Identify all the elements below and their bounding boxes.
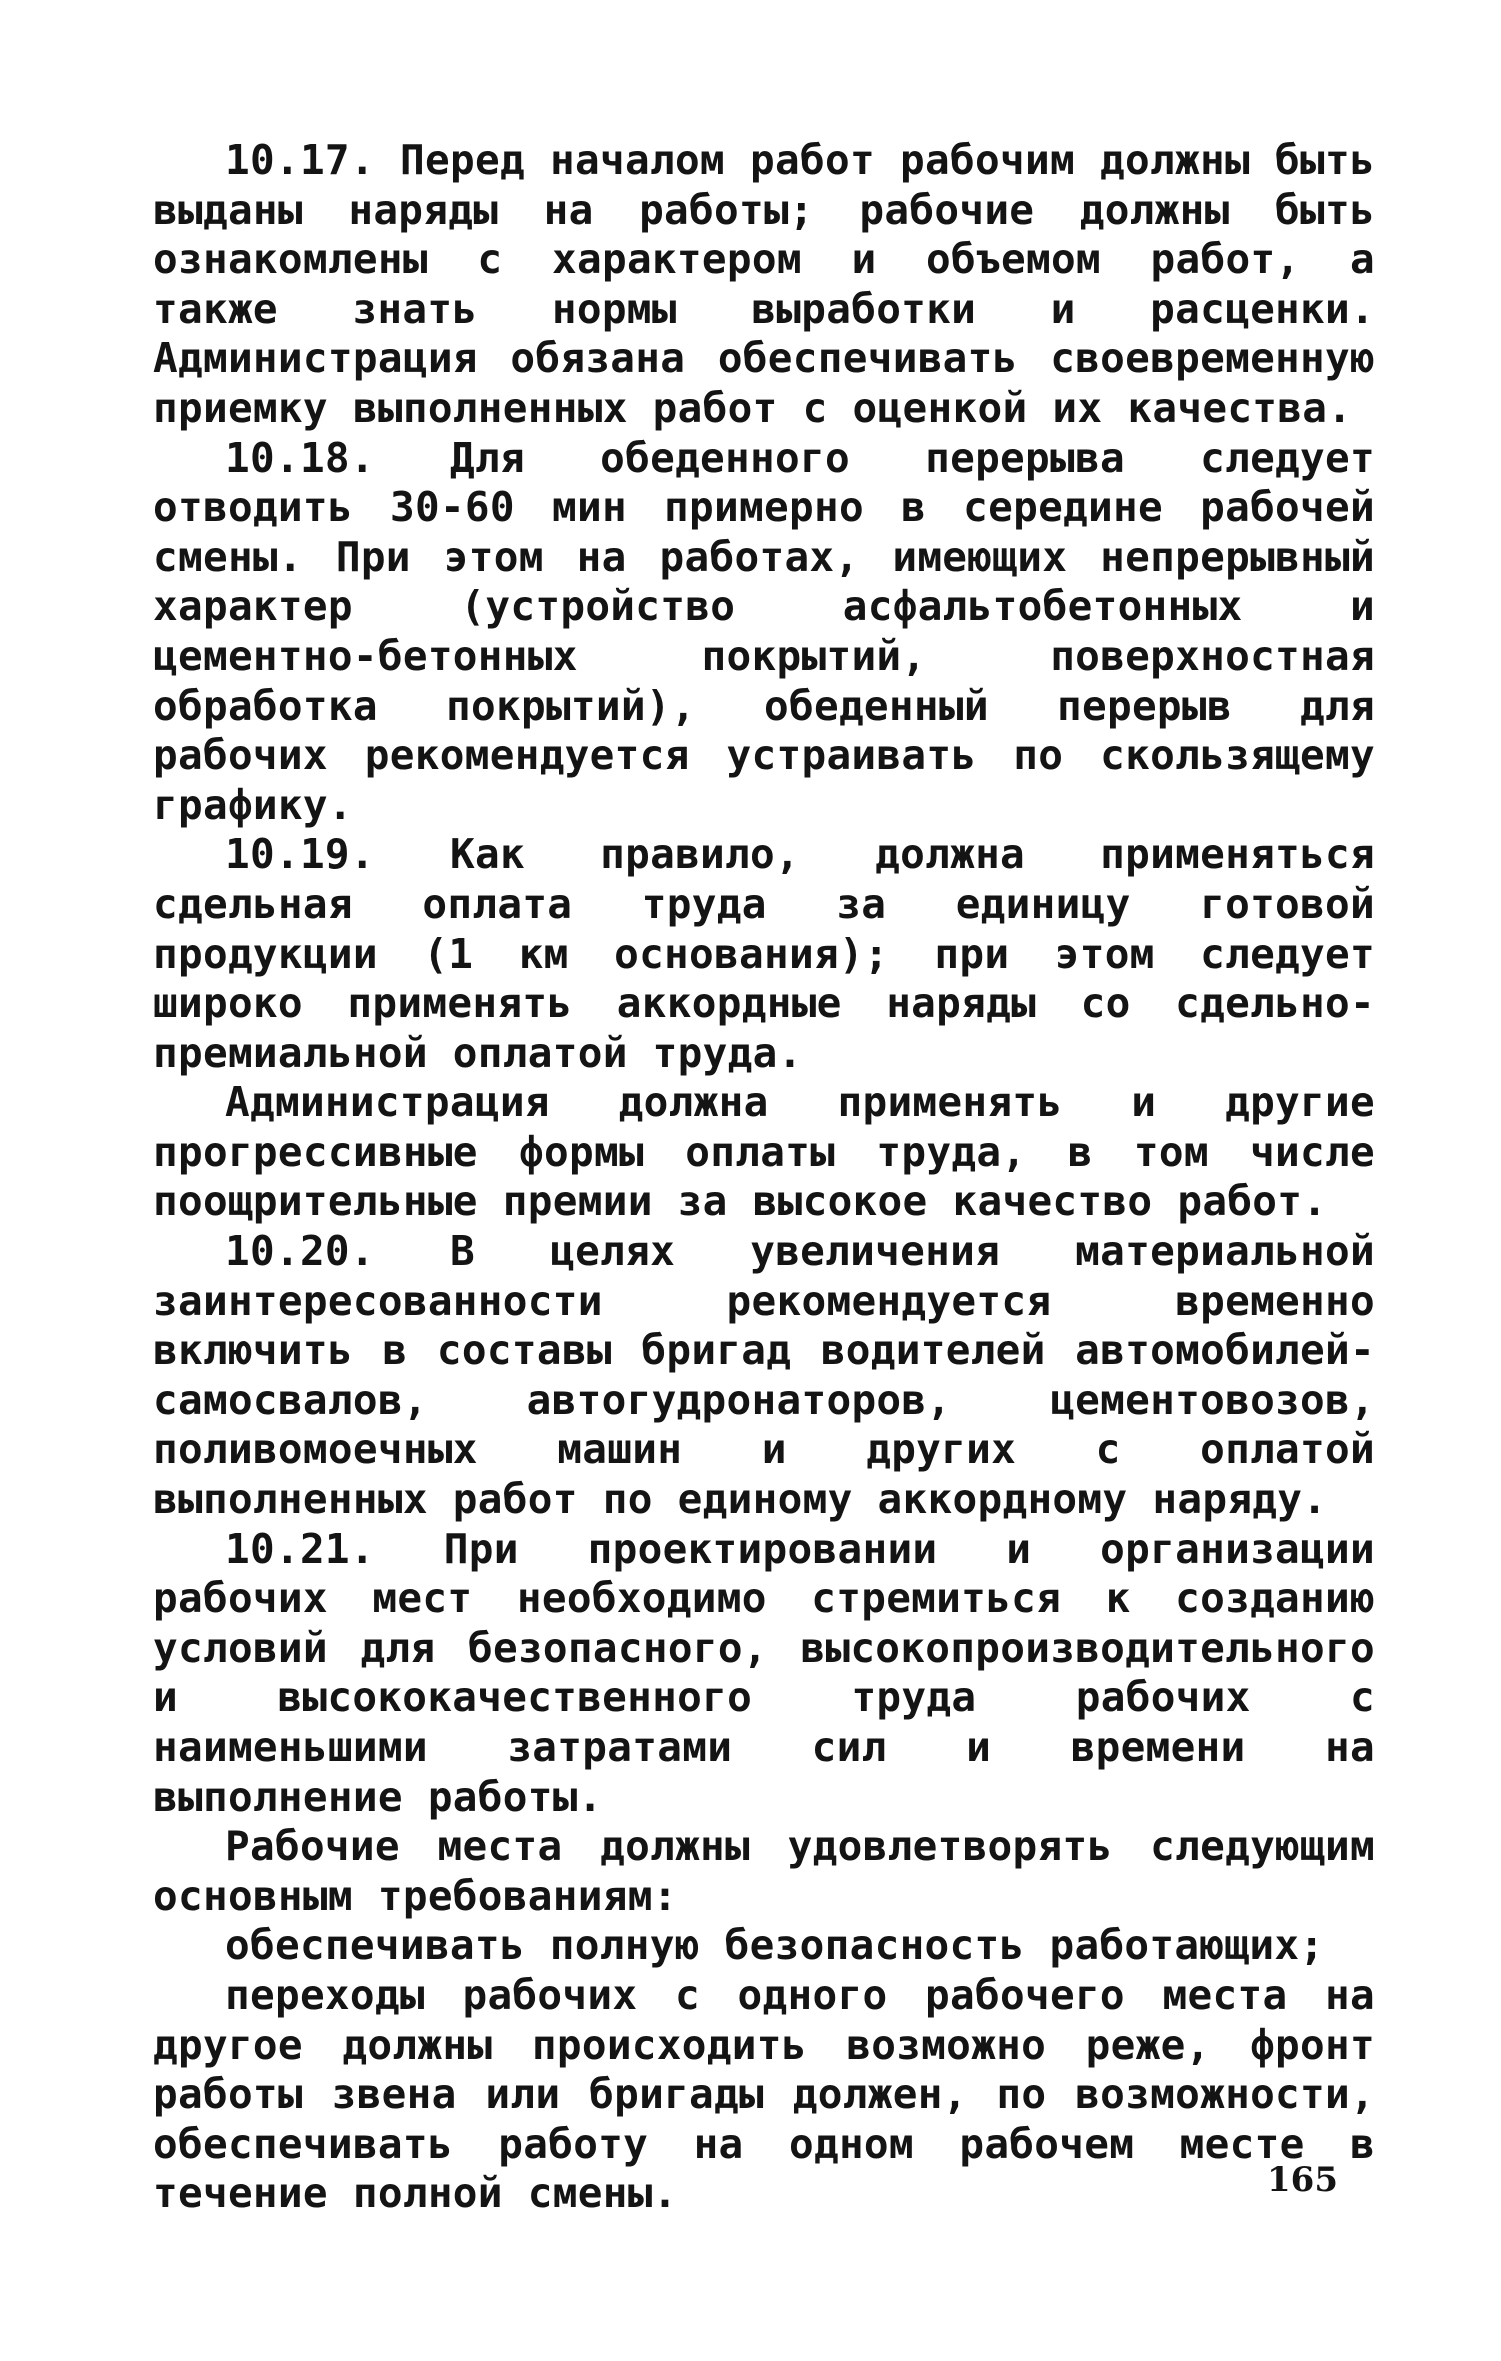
body-text	[153, 136, 1375, 2219]
page-number: 165	[1267, 2160, 1338, 2200]
paragraph-10-18: 10.18. Для обеденного перерыва следует отводить 30-60 мин примерно в середине рабочей смены. При этом на работах, имеющих непрерывный характер (устройство асфальтобетонных и цементно-бетонных покрытий, поверхностная обработка покрытий), обеденный перерыв для рабочих рекомендуется устраивать по скользящему графику.	[153, 433, 1375, 829]
paragraph-10-20: 10.20. В целях увеличения материальной заинтересованности рекомендуется временно включить в составы бригад водителей автомобилей-самосвалов, автогудронаторов, цементовозов, поливомоечных машин и других с оплатой выполненных работ по единому аккордному наряду.	[153, 1227, 1375, 1524]
requirement-item-safety: обеспечивать полную безопасность работающих;	[225, 1921, 1325, 1970]
requirement-item-transitions: переходы рабочих с одного рабочего места на другое должны происходить возможно реже, фронт работы звена или бригады должен, по возможности, обеспечивать работу на одном рабочем месте в течение полной смены.	[153, 1970, 1375, 2218]
paragraph-10-17: 10.17. Перед началом работ рабочим должны быть выданы наряды на работы; рабочие должны быть ознакомлены с характером и объемом работ, а также знать нормы выработки и расценки. Администрация обязана обеспечивать своевременную приемку выполненных работ с оценкой их качества.	[153, 136, 1375, 432]
paragraph-10-21: 10.21. При проектировании и организации рабочих мест необходимо стремиться к созданию условий для безопасного, высокопроизводительного и высококачественного труда рабочих с наименьшими затратами сил и времени на выполнение работы.	[153, 1524, 1375, 1821]
paragraph-workplace-requirements: Рабочие места должны удовлетворять следующим основным требованиям:	[153, 1822, 1375, 1920]
paragraph-10-19: 10.19. Как правило, должна применяться сдельная оплата труда за единицу готовой продукции (1 км основания); при этом следует широко применять аккордные наряды со сдельно-премиальной оплатой труда.	[153, 830, 1375, 1077]
paragraph-administration: Администрация должна применять и другие прогрессивные формы оплаты труда, в том числе поощрительные премии за высокое качество работ.	[153, 1078, 1375, 1226]
